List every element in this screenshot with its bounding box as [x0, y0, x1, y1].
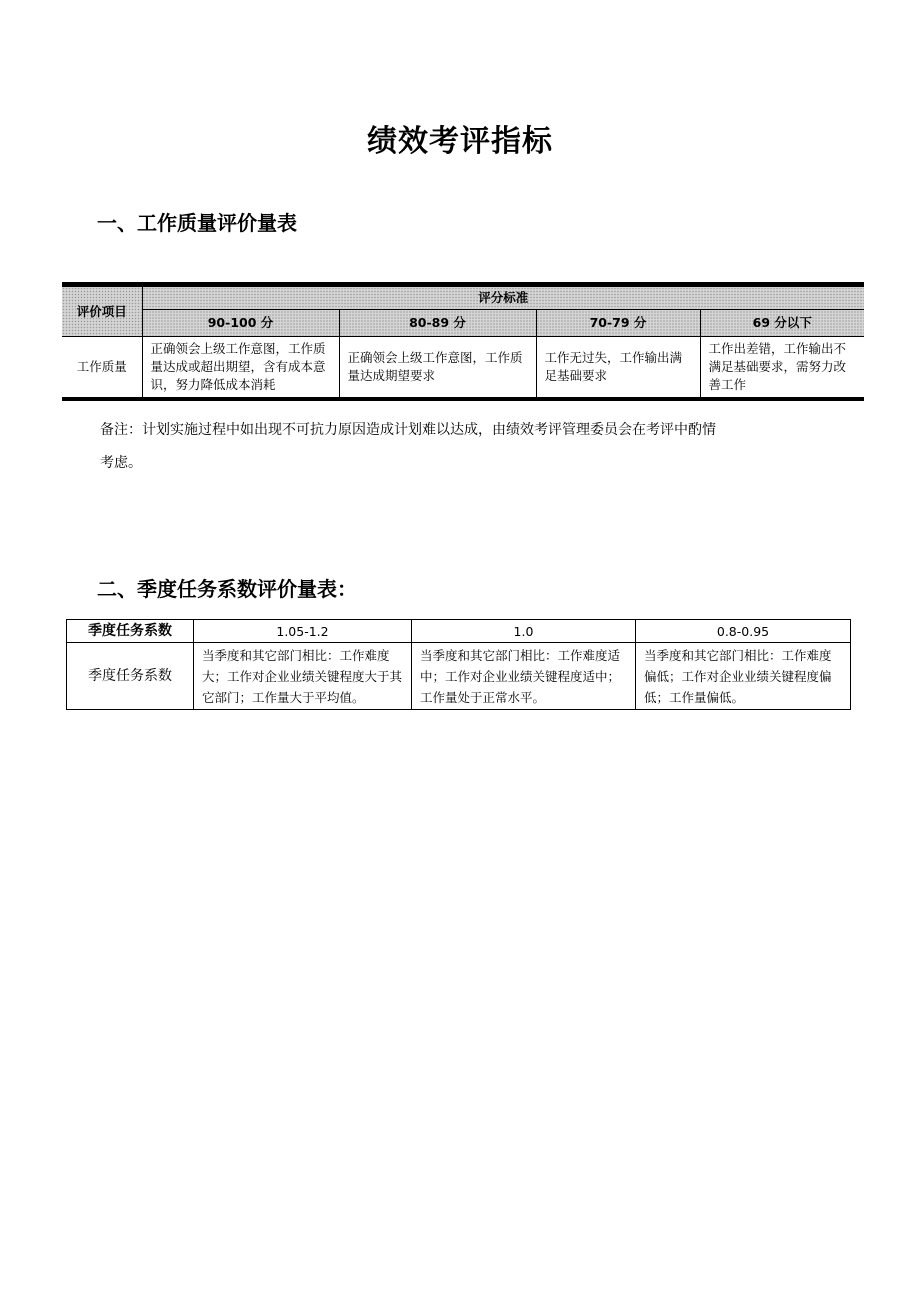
quality-table	[62, 282, 864, 401]
coef-cell-1: 当季度和其它部门相比：工作难度大；工作对企业业绩关键程度大于其它部门；工作量大于平均值。	[194, 643, 412, 710]
coef-row-label: 季度任务系数	[67, 643, 194, 710]
band-header-2: 80-89 分	[339, 310, 536, 337]
coefficient-table	[66, 619, 850, 710]
coef-column-2: 1.0	[412, 620, 636, 643]
quality-cell-3: 工作无过失，工作输出满足基础要求	[536, 337, 700, 398]
quality-cell-4: 工作出差错，工作输出不满足基础要求，需努力改善工作	[700, 337, 864, 398]
note	[100, 414, 840, 480]
note-line-1: 备注：计划实施过程中如出现不可抗力原因造成计划难以达成，由绩效考评管理委员会在考评中酌情	[100, 422, 716, 438]
band-header-1: 90-100 分	[142, 310, 339, 337]
page-title: 绩效考评指标	[367, 124, 553, 159]
coef-header-label: 季度任务系数	[67, 620, 194, 643]
note-line-2: 考虑。	[100, 455, 142, 471]
section2-heading: 二、季度任务系数评价量表：	[97, 577, 357, 601]
coef-column-3: 0.8-0.95	[636, 620, 851, 643]
row-label-quality: 工作质量	[62, 337, 142, 398]
quality-cell-2: 正确领会上级工作意图，工作质量达成期望要求	[339, 337, 536, 398]
band-header-3: 70-79 分	[536, 310, 700, 337]
coef-cell-2: 当季度和其它部门相比：工作难度适中；工作对企业业绩关键程度适中；工作量处于正常水平。	[412, 643, 636, 710]
band-header-4: 69 分以下	[700, 310, 864, 337]
item-header: 评价项目	[62, 287, 142, 337]
quality-cell-1: 正确领会上级工作意图，工作质量达成或超出期望，含有成本意识，努力降低成本消耗	[142, 337, 339, 398]
section1-heading: 一、工作质量评价量表	[97, 211, 297, 235]
criteria-header: 评分标准	[142, 287, 864, 310]
coef-column-1: 1.05-1.2	[194, 620, 412, 643]
coef-cell-3: 当季度和其它部门相比：工作难度偏低；工作对企业业绩关键程度偏低；工作量偏低。	[636, 643, 851, 710]
